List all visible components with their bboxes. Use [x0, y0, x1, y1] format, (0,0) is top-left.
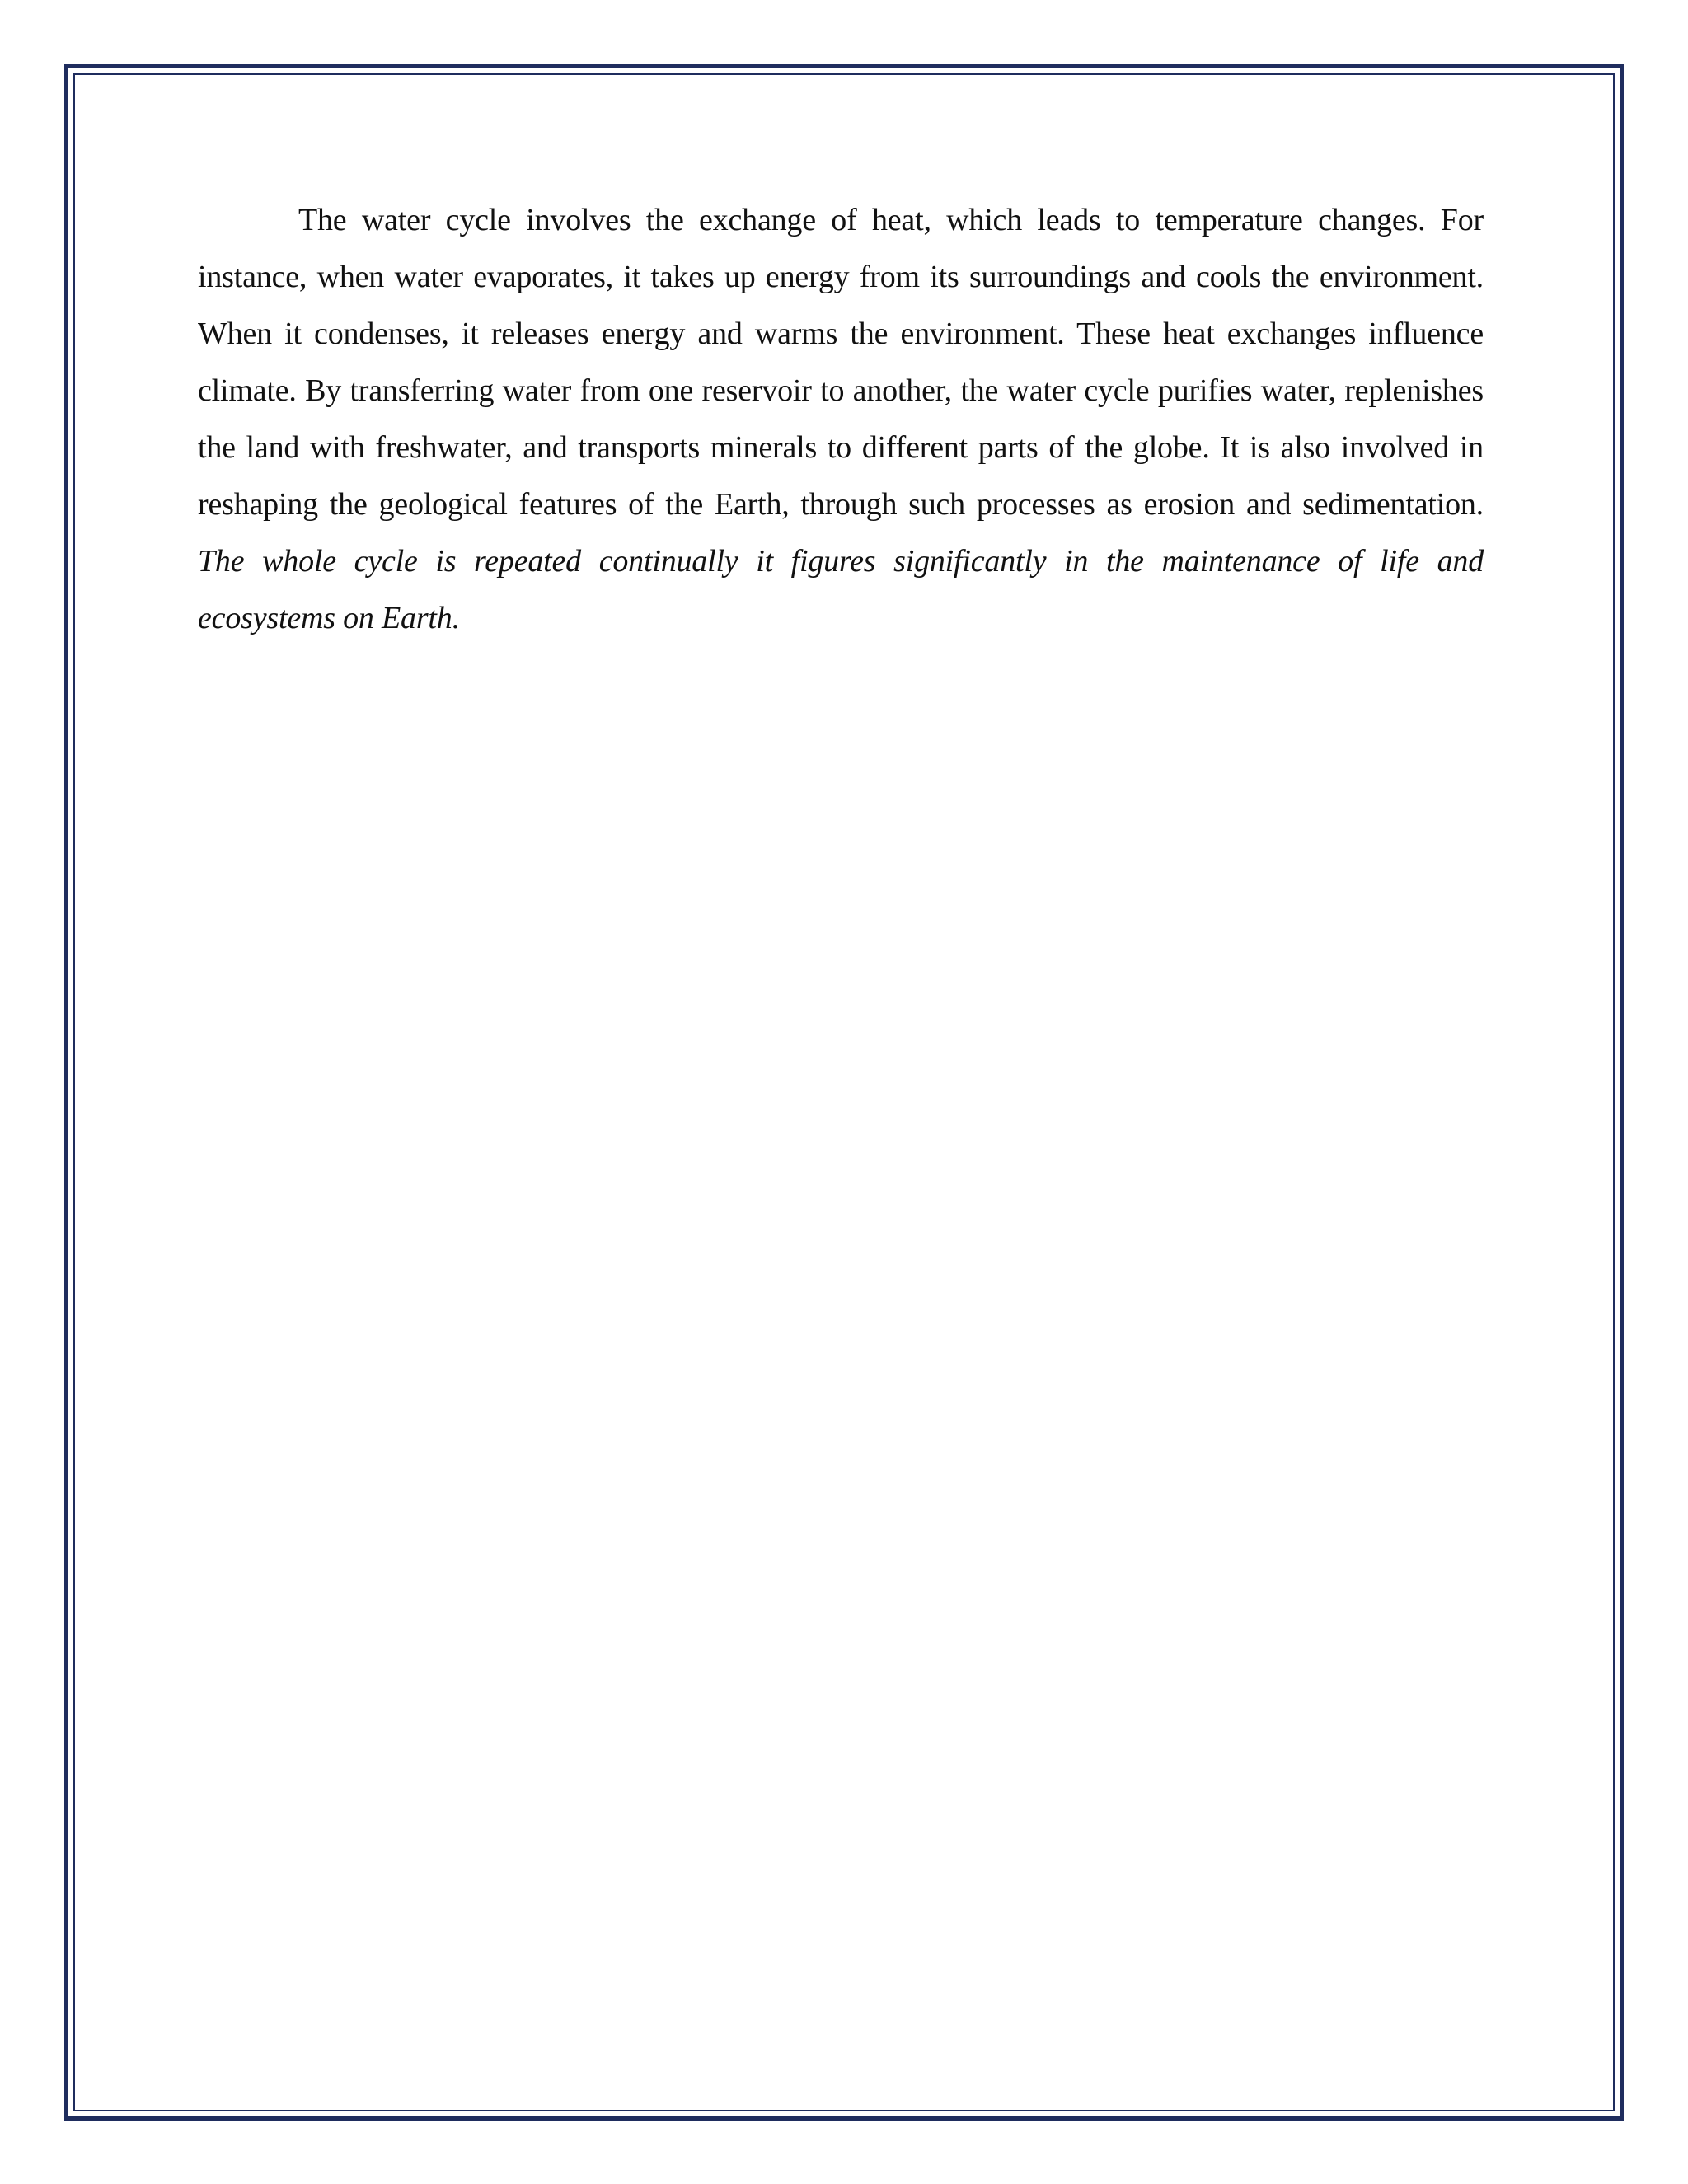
paragraph-italic-text: The whole cycle is repeated continually it figures significantly in the maintenance of life and ecosystems on Earth. [198, 544, 1484, 635]
body-paragraph [198, 192, 1484, 647]
paragraph-regular-text: The water cycle involves the exchange of heat, which leads to temperature changes. For instance, when water evaporates, it takes up energy from its surroundings and cools the environment. When it condenses, it releases energy and warms the environment. These heat exchanges influence climate. By transferring water from one reservoir to another, the water cycle purifies water, replenishes the land with freshwater, and transports minerals to different parts of the globe. It is also involved in reshaping the geological features of the Earth, through such processes as erosion and sedimentation. [198, 203, 1484, 522]
document-body [198, 192, 1484, 647]
